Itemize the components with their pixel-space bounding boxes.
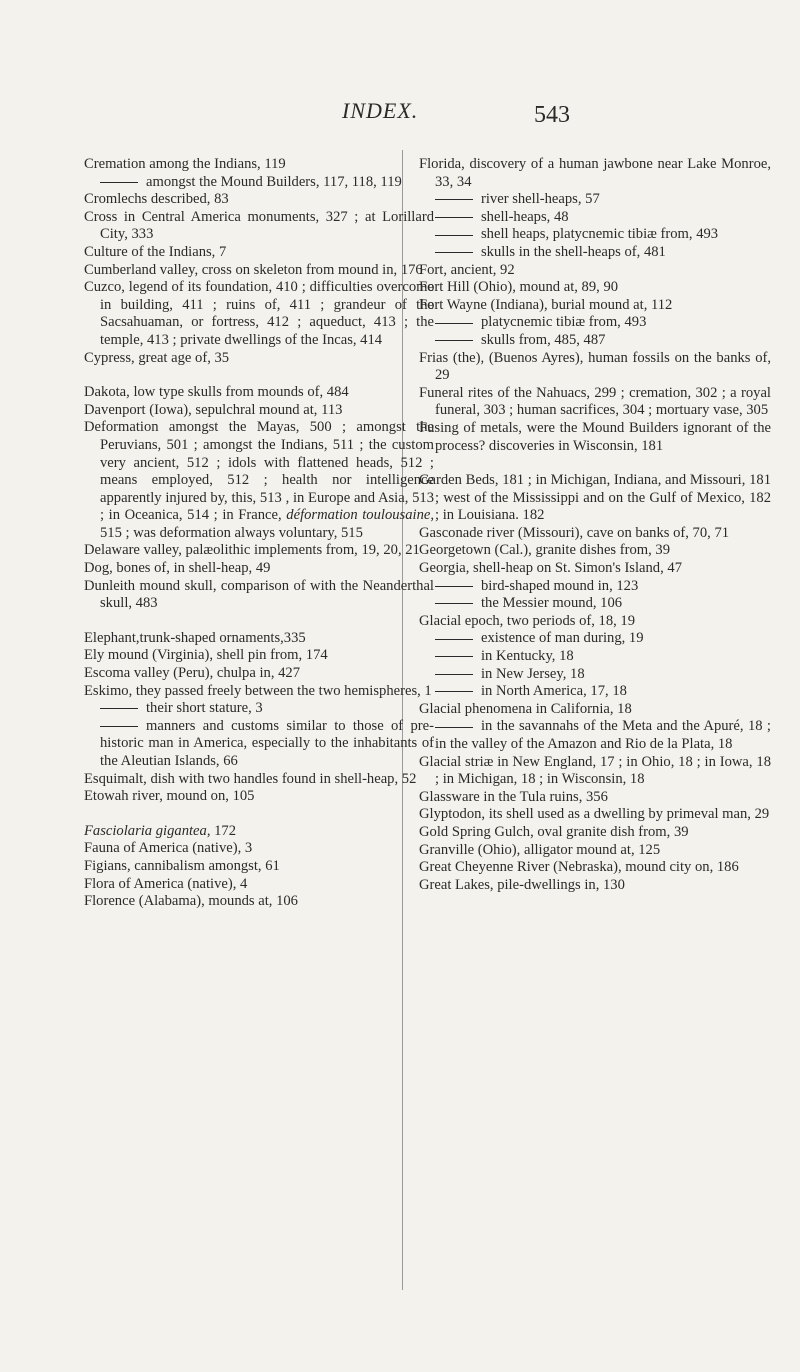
entry-text: Figians, cannibalism amongst, 61 — [84, 857, 280, 874]
index-entry — [419, 842, 771, 860]
entry-text: skulls in the shell-heaps of, 481 — [481, 243, 666, 260]
right-column — [419, 156, 771, 894]
entry-text: Cumberland valley, cross on skeleton from mound in, 176 — [84, 261, 423, 278]
entry-text: Frias (the), (Buenos Ayres), human fossils on the banks of, 29 — [419, 349, 771, 384]
entry-text: Dog, bones of, in shell-heap, 49 — [84, 560, 271, 577]
index-entry — [419, 472, 771, 525]
entry-text: Glyptodon, its shell used as a dwelling by primeval man, 29 — [419, 806, 770, 823]
ditto-dash — [435, 674, 473, 675]
index-subentry — [419, 332, 771, 350]
index-entry — [419, 613, 771, 631]
entry-text: Cremation among the Indians, 119 — [84, 156, 286, 172]
index-subentry — [84, 174, 434, 192]
entry-text: manners and customs similar to those of pre-historic man in America, especially to the inhabitants of the Aleutian Islands, 66 — [100, 717, 434, 769]
entry-text: river shell-heaps, 57 — [481, 191, 600, 208]
index-entry — [419, 754, 771, 789]
entry-text: bird-shaped mound in, 123 — [481, 577, 639, 594]
entry-text: Davenport (Iowa), sepulchral mound at, 113 — [84, 401, 343, 418]
ditto-dash — [100, 726, 138, 727]
index-entry — [84, 191, 434, 209]
entry-text: Cross in Central America monuments, 327 ; at Lorillard City, 333 — [84, 208, 434, 243]
index-entry — [84, 156, 434, 174]
entry-text: Fort Hill (Ohio), mound at, 89, 90 — [419, 279, 619, 296]
ditto-dash — [435, 586, 473, 587]
entry-text: Delaware valley, palæolithic implements from, 19, 20, 21 — [84, 542, 420, 559]
index-subentry — [84, 718, 434, 771]
entry-text: Flora of America (native), 4 — [84, 875, 248, 892]
index-entry — [419, 560, 771, 578]
index-subentry — [419, 209, 771, 227]
section-gap — [84, 613, 434, 630]
index-entry — [84, 402, 434, 420]
entry-text: their short stature, 3 — [146, 700, 263, 717]
index-entry — [84, 840, 434, 858]
entry-text: Ely mound (Virginia), shell pin from, 174 — [84, 647, 328, 664]
index-entry — [84, 262, 434, 280]
page-header — [0, 92, 800, 132]
entry-text: Dunleith mound skull, comparison of with the Neanderthal skull, 483 — [84, 577, 434, 612]
entry-text: in New Jersey, 18 — [481, 665, 585, 682]
index-entry — [84, 647, 434, 665]
ditto-dash — [435, 217, 473, 218]
entry-text: Gasconade river (Missouri), cave on banks of, 70, 71 — [419, 524, 730, 541]
entry-italic-text: Fasciolaria gigantea, — [84, 822, 211, 839]
entry-text-after: 515 ; was deformation always voluntary, 515 — [100, 524, 363, 541]
ditto-dash — [100, 182, 138, 183]
entry-text: Garden Beds, 181 ; in Michigan, Indiana, and Missouri, 181 ; west of the Mississippi and on the Gulf of Mexico, 182 ; in Louisiana. 182 — [419, 472, 771, 524]
entry-text: Glassware in the Tula ruins, 356 — [419, 788, 608, 805]
index-subentry — [419, 244, 771, 262]
entry-text: Fort Wayne (Indiana), burial mound at, 112 — [419, 296, 673, 313]
entry-text: in Kentucky, 18 — [481, 648, 574, 665]
index-entry — [84, 823, 434, 841]
index-entry — [84, 683, 434, 701]
entry-text: Great Lakes, pile-dwellings in, 130 — [419, 876, 625, 893]
index-entry — [84, 384, 434, 402]
index-entry — [419, 701, 771, 719]
ditto-dash — [100, 708, 138, 709]
ditto-dash — [435, 691, 473, 692]
entry-text: Florida, discovery of a human jawbone near Lake Monroe, 33, 34 — [419, 156, 771, 190]
entry-text: the Messier mound, 106 — [481, 595, 623, 612]
entry-text: existence of man during, 19 — [481, 630, 644, 647]
index-subentry — [419, 191, 771, 209]
entry-text: Cuzco, legend of its foundation, 410 ; difficulties overcome in building, 411 ; ruins of, 411 ; grandeur of the Sacsahuaman, or fortress, 412 ; aqueduct, 413 ; the temple, 413 ; private dwellings of the Incas, 414 — [84, 279, 434, 348]
entry-text: Eskimo, they passed freely between the two hemispheres, 1 — [84, 682, 432, 699]
entry-text: Dakota, low type skulls from mounds of, 484 — [84, 384, 349, 401]
index-entry — [419, 350, 771, 385]
index-entry — [84, 858, 434, 876]
index-entry — [84, 542, 434, 560]
entry-text: in the savannahs of the Meta and the Apuré, 18 ; in the valley of the Amazon and Rio de la Plata, 18 — [435, 718, 771, 752]
ditto-dash — [435, 340, 473, 341]
index-subentry — [419, 595, 771, 613]
entry-text: Fusing of metals, were the Mound Builders ignorant of the process? discoveries in Wisconsin, 181 — [419, 419, 771, 454]
entry-text: Deformation amongst the Mayas, 500 ; amongst the Peruvians, 501 ; amongst the Indians, 511 ; the custom very ancient, 512 ; idols with flattened heads, 512 ; means employed, 512 ; health nor intelligence apparently injured by, this, 513 , in Europe and Asia, 513 ; in Oceanica, 514 ; in France, — [84, 419, 434, 524]
index-entry — [84, 350, 434, 368]
entry-text: Culture of the Indians, 7 — [84, 243, 227, 260]
entry-text: skulls from, 485, 487 — [481, 331, 606, 348]
entry-text: Elephant,trunk-shaped ornaments,335 — [84, 629, 306, 646]
index-entry — [84, 665, 434, 683]
index-entry — [419, 789, 771, 807]
index-subentry — [419, 648, 771, 666]
ditto-dash — [435, 656, 473, 657]
section-gap — [84, 806, 434, 823]
index-subentry — [419, 718, 771, 753]
index-subentry — [84, 700, 434, 718]
entry-text: Florence (Alabama), mounds at, 106 — [84, 893, 298, 910]
entry-text: in North America, 17, 18 — [481, 683, 627, 700]
entry-text: Funeral rites of the Nahuacs, 299 ; cremation, 302 ; a royal funeral, 303 ; human sacrifices, 304 ; mortuary vase, 305 — [419, 384, 771, 419]
index-entry — [84, 788, 434, 806]
index-entry — [419, 525, 771, 543]
entry-text-after: 172 — [210, 822, 237, 839]
index-entry — [419, 859, 771, 877]
entry-text: Cypress, great age of, 35 — [84, 349, 230, 366]
index-entry — [419, 824, 771, 842]
index-subentry — [419, 578, 771, 596]
index-entry — [84, 630, 434, 648]
index-entry — [419, 297, 771, 315]
entry-text: Fort, ancient, 92 — [419, 261, 515, 278]
entry-text: Georgetown (Cal.), granite dishes from, 39 — [419, 542, 671, 559]
page-title: INDEX. — [342, 98, 419, 123]
ditto-dash — [435, 252, 473, 253]
index-entry — [84, 876, 434, 894]
index-entry — [84, 244, 434, 262]
entry-text: Fauna of America (native), 3 — [84, 840, 253, 857]
index-entry — [419, 806, 771, 824]
ditto-dash — [435, 199, 473, 200]
ditto-dash — [435, 235, 473, 236]
index-entry — [419, 877, 771, 895]
ditto-dash — [435, 639, 473, 640]
section-gap — [419, 455, 771, 472]
index-entry — [84, 893, 434, 911]
index-entry — [419, 385, 771, 420]
entry-text: Cromlechs described, 83 — [84, 191, 229, 208]
index-entry — [84, 560, 434, 578]
left-column — [84, 156, 434, 911]
entry-text: Escoma valley (Peru), chulpa in, 427 — [84, 665, 301, 682]
entry-italic-text: déformation toulousaine, — [286, 507, 435, 524]
entry-text: Great Cheyenne River (Nebraska), mound city on, 186 — [419, 859, 739, 876]
index-subentry — [419, 666, 771, 684]
index-entry — [84, 419, 434, 542]
index-entry — [419, 420, 771, 455]
index-subentry — [419, 226, 771, 244]
ditto-dash — [435, 603, 473, 604]
entry-text: Georgia, shell-heap on St. Simon's Island, 47 — [419, 560, 682, 577]
index-entry — [84, 279, 434, 349]
index-entry — [419, 156, 771, 191]
ditto-dash — [435, 323, 473, 324]
index-subentry — [419, 683, 771, 701]
index-entry — [84, 578, 434, 613]
entry-text: platycnemic tibiæ from, 493 — [481, 314, 647, 331]
page-number: 543 — [534, 102, 570, 128]
entry-text: Glacial striæ in New England, 17 ; in Ohio, 18 ; in Iowa, 18 ; in Michigan, 18 ; in Wisconsin, 18 — [419, 753, 771, 788]
entry-text: Etowah river, mound on, 105 — [84, 788, 255, 805]
entry-text: shell-heaps, 48 — [481, 208, 569, 225]
index-subentry — [419, 630, 771, 648]
ditto-dash — [435, 727, 473, 728]
entry-text: Gold Spring Gulch, oval granite dish from, 39 — [419, 823, 689, 840]
index-entry — [84, 209, 434, 244]
entry-text: Glacial phenomena in California, 18 — [419, 700, 632, 717]
index-subentry — [419, 314, 771, 332]
entry-text: amongst the Mound Builders, 117, 118, 119 — [146, 173, 402, 190]
index-entry — [419, 279, 771, 297]
entry-text: Esquimalt, dish with two handles found in shell-heap, 52 — [84, 770, 417, 787]
entry-text: shell heaps, platycnemic tibiæ from, 493 — [481, 226, 719, 243]
entry-text: Granville (Ohio), alligator mound at, 125 — [419, 841, 661, 858]
section-gap — [84, 367, 434, 384]
index-entry — [419, 262, 771, 280]
index-entry — [84, 771, 434, 789]
entry-text: Glacial epoch, two periods of, 18, 19 — [419, 612, 636, 629]
index-entry — [419, 542, 771, 560]
